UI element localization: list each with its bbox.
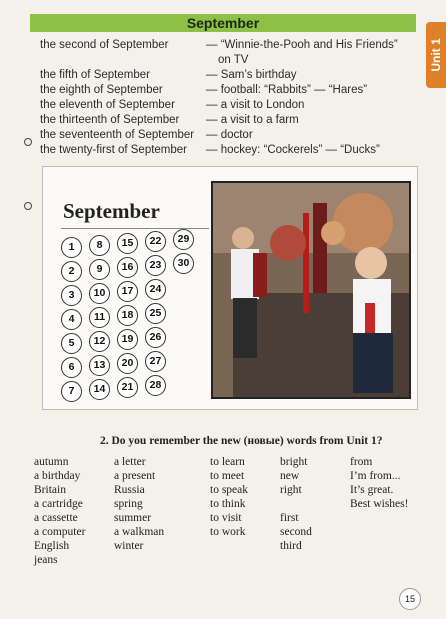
- word-column: [350, 455, 408, 511]
- word-column: [280, 455, 312, 553]
- word-item: right: [280, 484, 302, 496]
- word-item: a present: [114, 470, 156, 482]
- children-photo: [211, 181, 411, 399]
- calendar-day: 14: [89, 379, 110, 400]
- calendar-day: 20: [117, 353, 138, 374]
- calendar-day: 4: [61, 309, 82, 330]
- calendar-day: 28: [145, 375, 166, 396]
- event-date: the seventeenth of September: [40, 129, 195, 141]
- children-photo-illustration: [213, 183, 409, 397]
- word-item: a birthday: [34, 470, 81, 482]
- word-item: bright: [280, 456, 308, 468]
- header-band: [30, 14, 416, 32]
- calendar-day: 1: [61, 237, 82, 258]
- word-item: autumn: [34, 456, 69, 468]
- event-description: — hockey: “Cockerels” — “Ducks”: [206, 144, 380, 156]
- event-description: — Sam’s birthday: [206, 69, 297, 81]
- calendar-day: 3: [61, 285, 82, 306]
- binder-hole-icon: [24, 138, 32, 146]
- calendar-day: 11: [89, 307, 110, 328]
- calendar-day: 27: [145, 351, 166, 372]
- event-date: the fifth of September: [40, 69, 150, 81]
- word-item: It’s great.: [350, 484, 394, 496]
- word-item: to speak: [210, 484, 249, 496]
- calendar-day: 26: [145, 327, 166, 348]
- word-item: to visit: [210, 512, 242, 524]
- calendar-day: 15: [117, 233, 138, 254]
- calendar-day: 22: [145, 231, 166, 252]
- event-description-continued: on TV: [218, 54, 249, 66]
- word-item: a walkman: [114, 526, 165, 538]
- event-date: the eleventh of September: [40, 99, 175, 111]
- word-item: third: [280, 540, 302, 552]
- unit-tab: [426, 22, 446, 88]
- word-item: to meet: [210, 470, 245, 482]
- event-description: — “Winnie-the-Pooh and His Friends”: [206, 39, 398, 51]
- calendar-day: 29: [173, 229, 194, 250]
- page-title: September: [186, 15, 260, 31]
- calendar-day: 21: [117, 377, 138, 398]
- calendar-day: 2: [61, 261, 82, 282]
- page-number: 15: [399, 588, 421, 610]
- event-description: — doctor: [206, 129, 253, 141]
- calendar-day: 8: [89, 235, 110, 256]
- word-item: a computer: [34, 526, 86, 538]
- calendar-day: 24: [145, 279, 166, 300]
- word-item: spring: [114, 498, 143, 510]
- calendar-day: 13: [89, 355, 110, 376]
- word-item: a cassette: [34, 512, 78, 524]
- event-date: the twenty-first of September: [40, 144, 188, 156]
- calendar-card: [42, 166, 418, 410]
- word-item: Russia: [114, 484, 145, 496]
- calendar-title: September: [63, 199, 160, 223]
- calendar-day: 23: [145, 255, 166, 276]
- word-item: from: [350, 456, 373, 468]
- binder-hole-icon: [24, 202, 32, 210]
- calendar-day: 10: [89, 283, 110, 304]
- unit-tab-label: Unit 1: [429, 38, 443, 72]
- event-date: the eighth of September: [40, 84, 163, 96]
- calendar-day: 12: [89, 331, 110, 352]
- calendar-day: 6: [61, 357, 82, 378]
- word-item: a letter: [114, 456, 146, 468]
- word-column: [210, 455, 248, 539]
- calendar-day: 5: [61, 333, 82, 354]
- word-item: to learn: [210, 456, 245, 468]
- word-item: English: [34, 540, 70, 552]
- event-date: the thirteenth of September: [40, 114, 180, 126]
- calendar-day: 19: [117, 329, 138, 350]
- calendar-day: 16: [117, 257, 138, 278]
- word-item: first: [280, 512, 299, 524]
- word-item: summer: [114, 512, 152, 524]
- word-item: to work: [210, 526, 246, 538]
- word-item: second: [280, 526, 312, 538]
- event-description: — football: “Rabbits” — “Hares”: [206, 84, 368, 96]
- calendar-day: 9: [89, 259, 110, 280]
- word-column: [114, 455, 164, 553]
- event-description: — a visit to a farm: [206, 114, 299, 126]
- word-item: winter: [114, 540, 144, 552]
- word-column: [34, 455, 85, 567]
- word-item: jeans: [34, 554, 58, 566]
- word-item: to think: [210, 498, 246, 510]
- exercise-question: 2. Do you remember the new (новые) words from Unit 1?: [100, 435, 383, 447]
- calendar-day: 30: [173, 253, 194, 274]
- calendar-day: 25: [145, 303, 166, 324]
- word-item: [280, 497, 312, 511]
- calendar-day: 18: [117, 305, 138, 326]
- calendar-day: 17: [117, 281, 138, 302]
- word-item: Best wishes!: [350, 498, 409, 510]
- word-item: Britain: [34, 484, 66, 496]
- word-item: a cartridge: [34, 498, 83, 510]
- calendar-day: 7: [61, 381, 82, 402]
- word-item: I’m from...: [350, 470, 401, 482]
- event-date: the second of September: [40, 39, 169, 51]
- event-description: — a visit to London: [206, 99, 305, 111]
- word-item: new: [280, 470, 300, 482]
